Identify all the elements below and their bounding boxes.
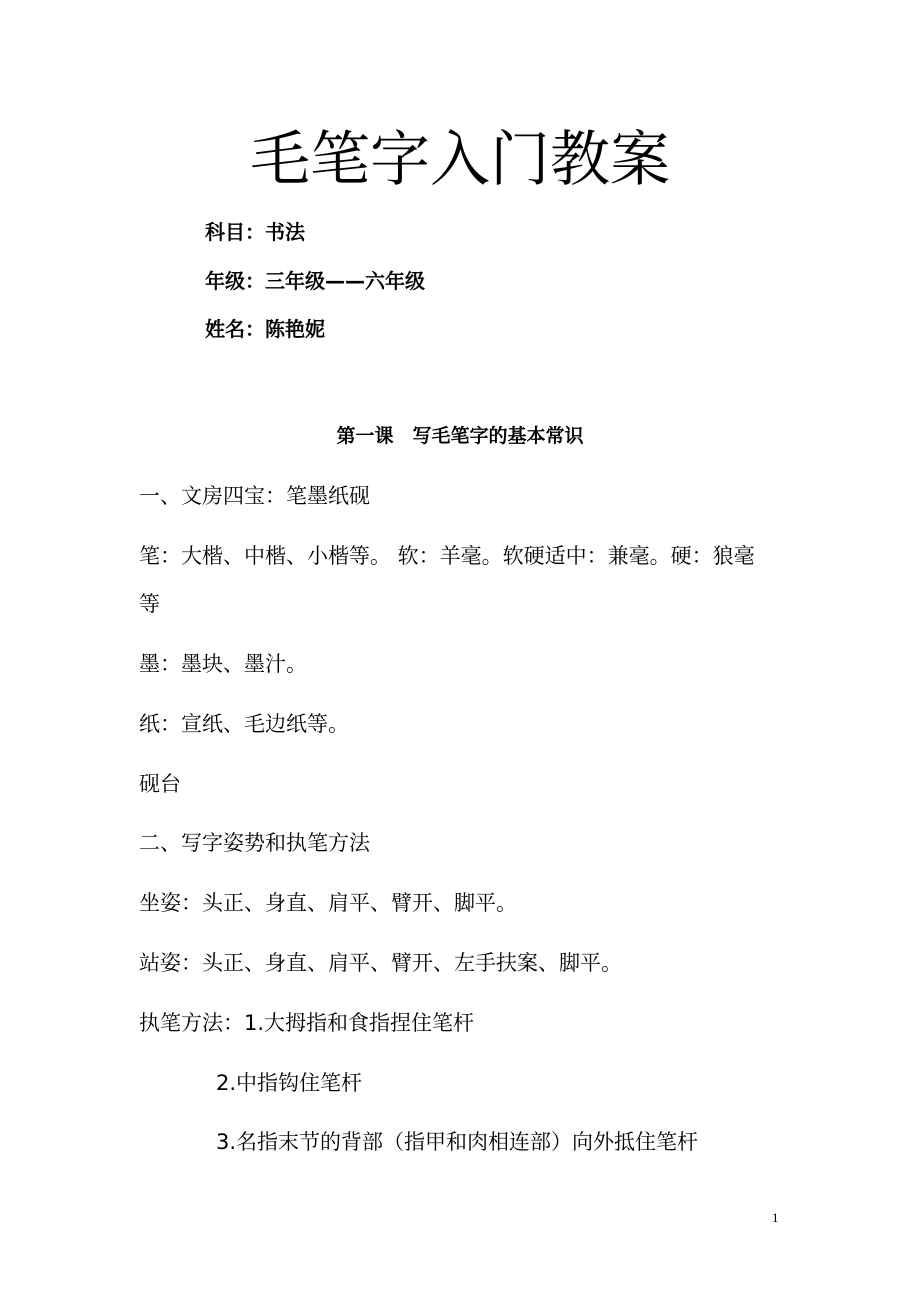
page-number: 1 [772, 1210, 779, 1225]
paragraph: 砚台 [139, 772, 181, 796]
paragraph: 站姿：头正、身直、肩平、臂开、左手扶案、脚平。 [139, 951, 622, 975]
paragraph: 等 [139, 592, 160, 616]
paragraph: 执笔方法：1.大拇指和食指捏住笔杆 [139, 1011, 475, 1035]
paragraph: 墨：墨块、墨汁。 [139, 652, 307, 676]
grade-line: 年级：三年级——六年级 [205, 269, 425, 293]
author-line: 姓名：陈艳妮 [205, 317, 325, 341]
paragraph: 一、文房四宝：笔墨纸砚 [139, 484, 370, 508]
lesson-title: 第一课 写毛笔字的基本常识 [336, 425, 584, 447]
subject-line: 科目：书法 [205, 220, 305, 244]
paragraph: 2.中指钩住笔杆 [216, 1071, 363, 1095]
paragraph: 笔：大楷、中楷、小楷等。 软：羊毫。软硬适中：兼毫。硬：狼毫 [139, 544, 755, 568]
paragraph: 二、写字姿势和执笔方法 [139, 831, 370, 855]
document-title: 毛笔字入门教案 [250, 125, 670, 195]
paragraph: 纸：宣纸、毛边纸等。 [139, 712, 349, 736]
paragraph: 坐姿：头正、身直、肩平、臂开、脚平。 [139, 891, 517, 915]
paragraph: 3.名指末节的背部（指甲和肉相连部）向外抵住笔杆 [216, 1130, 699, 1154]
